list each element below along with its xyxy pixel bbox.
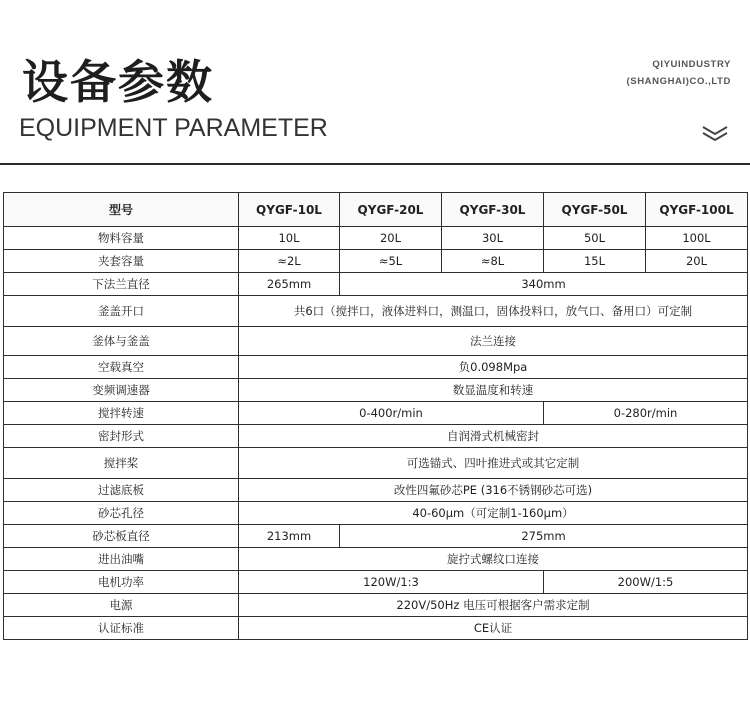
row-label: 釜体与釜盖	[4, 327, 239, 356]
table-row	[4, 594, 748, 617]
table-cell: 共6口（搅拌口，液体进料口，测温口，固体投料口，放气口、备用口）可定制	[239, 296, 748, 327]
row-label: 认证标准	[4, 617, 239, 640]
table-row	[4, 571, 748, 594]
header-divider	[0, 163, 750, 165]
company-name-line1: QIYUINDUSTRY	[652, 59, 731, 70]
row-label: 砂芯孔径	[4, 502, 239, 525]
row-label: 电机功率	[4, 571, 239, 594]
header-model-cell: QYGF-20L	[340, 193, 442, 227]
row-label: 釜盖开口	[4, 296, 239, 327]
header-model-cell: QYGF-10L	[239, 193, 340, 227]
table-cell: 100L	[646, 227, 748, 250]
table-row	[4, 356, 748, 379]
header-model-cell: QYGF-100L	[646, 193, 748, 227]
table-row	[4, 548, 748, 571]
table-cell: 213mm	[239, 525, 340, 548]
row-label: 密封形式	[4, 425, 239, 448]
row-label: 进出油嘴	[4, 548, 239, 571]
page-subtitle: EQUIPMENT PARAMETER	[19, 114, 328, 142]
row-label: 过滤底板	[4, 479, 239, 502]
table-row	[4, 448, 748, 479]
table-cell: 可选锚式、四叶推进式或其它定制	[239, 448, 748, 479]
company-name	[627, 56, 732, 90]
table-header-row	[4, 193, 748, 227]
table-cell: 30L	[442, 227, 544, 250]
row-label: 空载真空	[4, 356, 239, 379]
row-label: 下法兰直径	[4, 273, 239, 296]
table-cell: 自润滑式机械密封	[239, 425, 748, 448]
table-cell: 20L	[340, 227, 442, 250]
row-label: 物料容量	[4, 227, 239, 250]
row-label: 搅拌转速	[4, 402, 239, 425]
row-label: 夹套容量	[4, 250, 239, 273]
row-label: 搅拌桨	[4, 448, 239, 479]
table-cell: 50L	[544, 227, 646, 250]
table-cell: 10L	[239, 227, 340, 250]
table-row	[4, 425, 748, 448]
page-title: 设备参数	[22, 55, 214, 109]
table-row	[4, 227, 748, 250]
table-cell: 改性四氟砂芯PE (316不锈钢砂芯可选)	[239, 479, 748, 502]
table-row	[4, 296, 748, 327]
header-label-cell: 型号	[4, 193, 239, 227]
table-row	[4, 402, 748, 425]
table-row	[4, 250, 748, 273]
table-cell: 数显温度和转速	[239, 379, 748, 402]
row-label: 砂芯板直径	[4, 525, 239, 548]
parameter-table	[3, 192, 748, 640]
table-cell: 15L	[544, 250, 646, 273]
header-model-cell: QYGF-30L	[442, 193, 544, 227]
table-cell: ≈8L	[442, 250, 544, 273]
table-cell: 200W/1:5	[544, 571, 748, 594]
double-chevron-down-icon	[700, 124, 730, 144]
header-model-cell: QYGF-50L	[544, 193, 646, 227]
table-row	[4, 273, 748, 296]
company-name-line2: (SHANGHAI)CO.,LTD	[626, 76, 731, 87]
table-cell: ≈2L	[239, 250, 340, 273]
table-cell: 法兰连接	[239, 327, 748, 356]
table-row	[4, 617, 748, 640]
table-cell: 0-400r/min	[239, 402, 544, 425]
table-cell: 340mm	[340, 273, 748, 296]
table-cell: 120W/1:3	[239, 571, 544, 594]
table-cell: 负0.098Mpa	[239, 356, 748, 379]
table-cell: ≈5L	[340, 250, 442, 273]
table-cell: 275mm	[340, 525, 748, 548]
table-row	[4, 479, 748, 502]
table-cell: 旋拧式螺纹口连接	[239, 548, 748, 571]
table-cell: 40-60μm（可定制1-160μm）	[239, 502, 748, 525]
table-row	[4, 379, 748, 402]
table-row	[4, 525, 748, 548]
table-cell: 220V/50Hz 电压可根据客户需求定制	[239, 594, 748, 617]
table-row	[4, 502, 748, 525]
table-cell: CE认证	[239, 617, 748, 640]
table-cell: 265mm	[239, 273, 340, 296]
table-cell: 20L	[646, 250, 748, 273]
row-label: 电源	[4, 594, 239, 617]
row-label: 变频调速器	[4, 379, 239, 402]
table-cell: 0-280r/min	[544, 402, 748, 425]
table-row	[4, 327, 748, 356]
